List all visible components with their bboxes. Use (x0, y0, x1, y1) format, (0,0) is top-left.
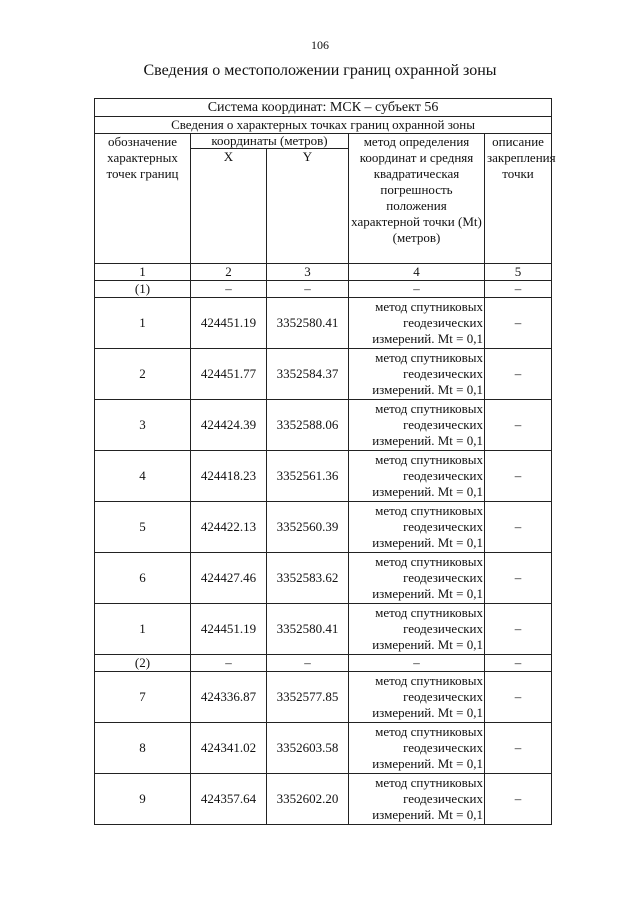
point-method: метод спутниковых геодезических измерений. Mt = 0,1 (349, 553, 485, 604)
column-number: 4 (349, 264, 485, 281)
point-id: 5 (95, 502, 191, 553)
table-row (95, 451, 552, 502)
column-number-row (95, 264, 552, 281)
point-x: 424424.39 (191, 400, 267, 451)
point-id: 8 (95, 723, 191, 774)
point-x: 424451.19 (191, 298, 267, 349)
point-x: 424418.23 (191, 451, 267, 502)
point-y: 3352602.20 (267, 774, 349, 825)
dash-cell: – (349, 281, 485, 298)
point-description: – (485, 604, 552, 655)
point-y: 3352580.41 (267, 298, 349, 349)
point-id: 4 (95, 451, 191, 502)
header-x: X (191, 149, 267, 264)
point-method: метод спутниковых геодезических измерений. Mt = 0,1 (349, 723, 485, 774)
point-x: 424451.77 (191, 349, 267, 400)
table-row (95, 349, 552, 400)
table-body (95, 281, 552, 825)
point-method: метод спутниковых геодезических измерений. Mt = 0,1 (349, 349, 485, 400)
table-row (95, 672, 552, 723)
coordinate-system-header: Система координат: МСК – субъект 56 (95, 99, 552, 117)
header-coordinates: координаты (метров) (191, 134, 349, 149)
point-description: – (485, 400, 552, 451)
point-y: 3352580.41 (267, 604, 349, 655)
dash-cell: – (349, 655, 485, 672)
dash-cell: – (267, 281, 349, 298)
point-id: 2 (95, 349, 191, 400)
table-row (95, 400, 552, 451)
point-id: 3 (95, 400, 191, 451)
point-y: 3352561.36 (267, 451, 349, 502)
table-row (95, 298, 552, 349)
point-id: 1 (95, 604, 191, 655)
point-x: 424341.02 (191, 723, 267, 774)
point-x: 424357.64 (191, 774, 267, 825)
dash-cell: – (191, 655, 267, 672)
point-y: 3352583.62 (267, 553, 349, 604)
column-number: 1 (95, 264, 191, 281)
point-method: метод спутниковых геодезических измерений. Mt = 0,1 (349, 298, 485, 349)
point-description: – (485, 723, 552, 774)
contour-row (95, 655, 552, 672)
header-point-designation: обозначение характерных точек границ (95, 134, 191, 264)
table-row (95, 502, 552, 553)
point-y: 3352603.58 (267, 723, 349, 774)
point-description: – (485, 502, 552, 553)
page-number: 106 (311, 38, 329, 52)
point-y: 3352588.06 (267, 400, 349, 451)
header-method: метод определения координат и средняя квадратическая погрешность положения характерной точки (Mt) (метров) (349, 134, 485, 264)
point-method: метод спутниковых геодезических измерений. Mt = 0,1 (349, 774, 485, 825)
table-row (95, 723, 552, 774)
point-x: 424336.87 (191, 672, 267, 723)
point-description: – (485, 672, 552, 723)
point-method: метод спутниковых геодезических измерений. Mt = 0,1 (349, 672, 485, 723)
point-method: метод спутниковых геодезических измерений. Mt = 0,1 (349, 502, 485, 553)
contour-label: (2) (95, 655, 191, 672)
dash-cell: – (191, 281, 267, 298)
contour-label: (1) (95, 281, 191, 298)
point-method: метод спутниковых геодезических измерений. Mt = 0,1 (349, 451, 485, 502)
document-title: Сведения о местоположении границ охранной зоны (143, 62, 497, 79)
point-method: метод спутниковых геодезических измерений. Mt = 0,1 (349, 604, 485, 655)
point-description: – (485, 774, 552, 825)
point-id: 1 (95, 298, 191, 349)
point-x: 424451.19 (191, 604, 267, 655)
point-description: – (485, 553, 552, 604)
column-number: 2 (191, 264, 267, 281)
point-id: 7 (95, 672, 191, 723)
column-number: 5 (485, 264, 552, 281)
coordinates-table (94, 98, 556, 825)
point-y: 3352560.39 (267, 502, 349, 553)
point-y: 3352577.85 (267, 672, 349, 723)
point-description: – (485, 349, 552, 400)
column-number: 3 (267, 264, 349, 281)
point-id: 6 (95, 553, 191, 604)
table-row (95, 604, 552, 655)
point-y: 3352584.37 (267, 349, 349, 400)
table-row (95, 774, 552, 825)
point-x: 424427.46 (191, 553, 267, 604)
header-y: Y (267, 149, 349, 264)
dash-cell: – (485, 281, 552, 298)
header-description: описание закрепления точки (485, 134, 552, 264)
point-method: метод спутниковых геодезических измерений. Mt = 0,1 (349, 400, 485, 451)
dash-cell: – (267, 655, 349, 672)
section-header: Сведения о характерных точках границ охранной зоны (95, 117, 552, 134)
table-row (95, 553, 552, 604)
point-x: 424422.13 (191, 502, 267, 553)
contour-row (95, 281, 552, 298)
point-description: – (485, 451, 552, 502)
dash-cell: – (485, 655, 552, 672)
point-id: 9 (95, 774, 191, 825)
point-description: – (485, 298, 552, 349)
